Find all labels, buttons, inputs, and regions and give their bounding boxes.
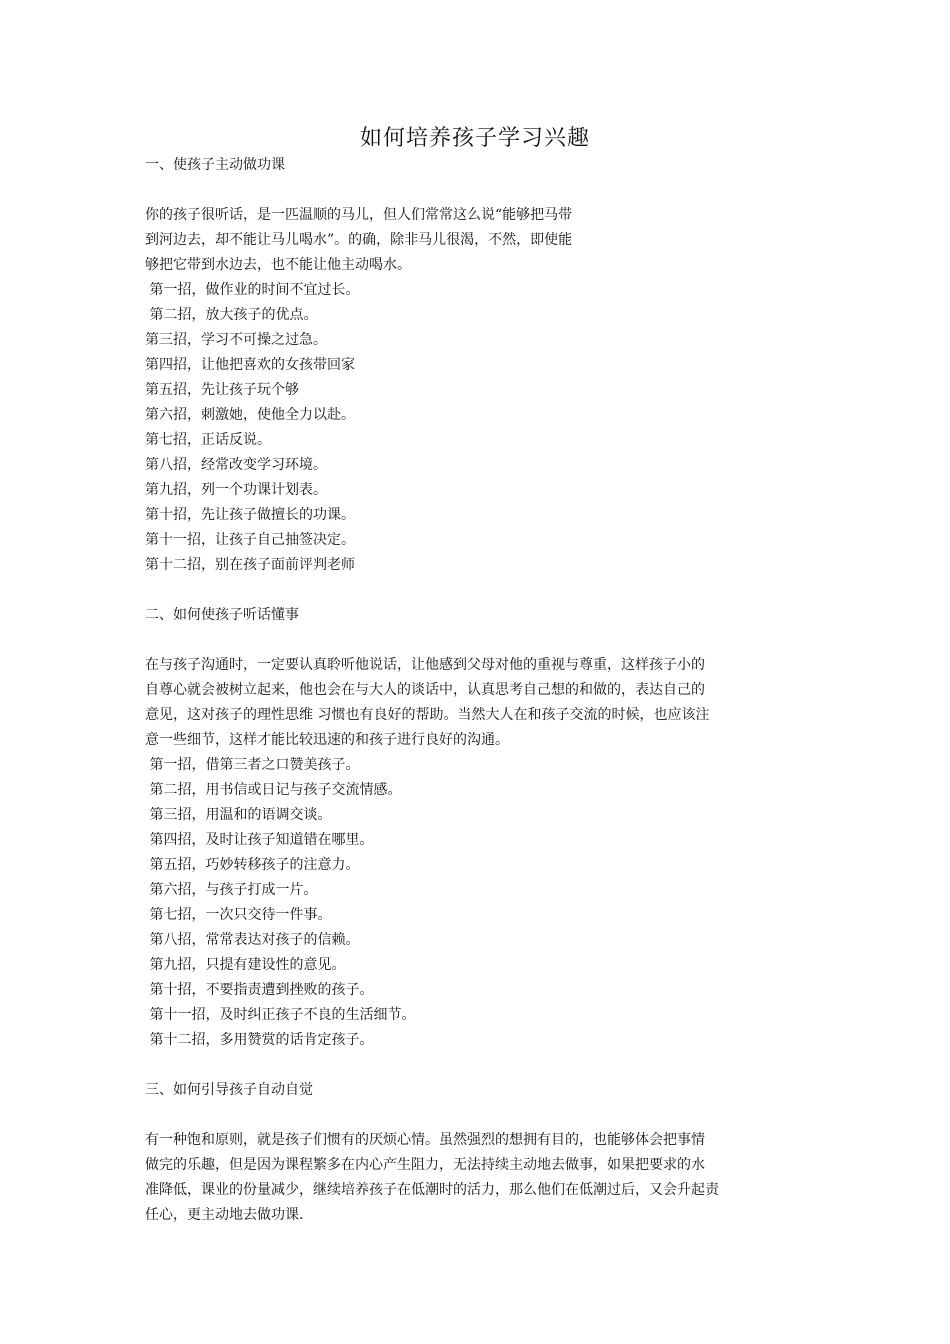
paragraph-line: 意见，这对孩子的理性思维 习惯也有良好的帮助。当然大人在和孩子交流的时候，也应该注 (145, 707, 710, 723)
document-title: 如何培养孩子学习兴趣 (359, 126, 590, 151)
list-item: 第五招，先让孩子玩个够 (145, 382, 299, 398)
paragraph-line: 准降低，课业的份量减少，继续培养孩子在低潮时的活力，那么他们在低潮过后，又会升起责 (145, 1182, 719, 1198)
paragraph-line: 有一种饱和原则，就是孩子们惯有的厌烦心情。虽然强烈的想拥有目的，也能够体会把事情 (145, 1132, 705, 1148)
section-heading: 一、使孩子主动做功课 (145, 157, 285, 173)
spacer (145, 628, 810, 653)
spacer (145, 178, 810, 203)
list-item: 第八招，经常改变学习环境。 (145, 457, 327, 473)
spacer (145, 1053, 810, 1078)
paragraph-line: 自尊心就会被树立起来，他也会在与大人的谈话中，认真思考自己想的和做的，表达自己的 (145, 682, 705, 698)
list-item: 第四招，让他把喜欢的女孩带回家 (145, 357, 355, 373)
list-item: 第一招，做作业的时间不宜过长。 (145, 282, 360, 298)
section-heading: 二、如何使孩子听话懂事 (145, 607, 299, 623)
section-heading: 三、如何引导孩子自动自觉 (145, 1082, 313, 1098)
list-item: 第十二招，别在孩子面前评判老师 (145, 557, 355, 573)
paragraph-line: 做完的乐趣，但是因为课程繁多在内心产生阻力，无法持续主动地去做事，如果把要求的水 (145, 1157, 705, 1173)
list-item: 第六招，刺激她，使他全力以赴。 (145, 407, 355, 423)
list-item: 第八招，常常表达对孩子的信赖。 (145, 932, 360, 948)
paragraph-line: 意一些细节，这样才能比较迅速的和孩子进行良好的沟通。 (145, 732, 509, 748)
list-item: 第十招，先让孩子做擅长的功课。 (145, 507, 355, 523)
list-item: 第九招，只提有建设性的意见。 (145, 957, 346, 973)
spacer (145, 578, 810, 603)
paragraph-line: 到河边去，却不能让马儿喝水”。的确，除非马儿很渴，不然，即使能 (145, 232, 573, 248)
list-item: 第十一招，让孩子自己抽签决定。 (145, 532, 355, 548)
spacer (145, 1103, 810, 1128)
list-item: 第十二招，多用赞赏的话肯定孩子。 (145, 1032, 374, 1048)
list-item: 第十一招，及时纠正孩子不良的生活细节。 (145, 1007, 416, 1023)
list-item: 第三招，学习不可操之过急。 (145, 332, 327, 348)
list-item: 第九招，列一个功课计划表。 (145, 482, 327, 498)
list-item: 第七招，正话反说。 (145, 432, 271, 448)
paragraph-line: 够把它带到水边去，也不能让他主动喝水。 (145, 257, 411, 273)
list-item: 第十招，不要指责遭到挫败的孩子。 (145, 982, 374, 998)
list-item: 第七招，一次只交待一件事。 (145, 907, 332, 923)
list-item: 第一招，借第三者之口赞美孩子。 (145, 757, 360, 773)
list-item: 第五招，巧妙转移孩子的注意力。 (145, 857, 360, 873)
list-item: 第三招，用温和的语调交谈。 (145, 807, 332, 823)
document-body (145, 153, 810, 1228)
paragraph-line: 你的孩子很听话，是一匹温顺的马儿，但人们常常这么说“能够把马带 (145, 207, 573, 223)
list-item: 第四招，及时让孩子知道错在哪里。 (145, 832, 374, 848)
list-item: 第二招，用书信或日记与孩子交流情感。 (145, 782, 402, 798)
paragraph-line: 在与孩子沟通时，一定要认真聆听他说话，让他感到父母对他的重视与尊重，这样孩子小的 (145, 657, 705, 673)
paragraph-line: 任心，更主动地去做功课. (145, 1207, 304, 1223)
list-item: 第六招，与孩子打成一片。 (145, 882, 318, 898)
list-item: 第二招，放大孩子的优点。 (145, 307, 318, 323)
